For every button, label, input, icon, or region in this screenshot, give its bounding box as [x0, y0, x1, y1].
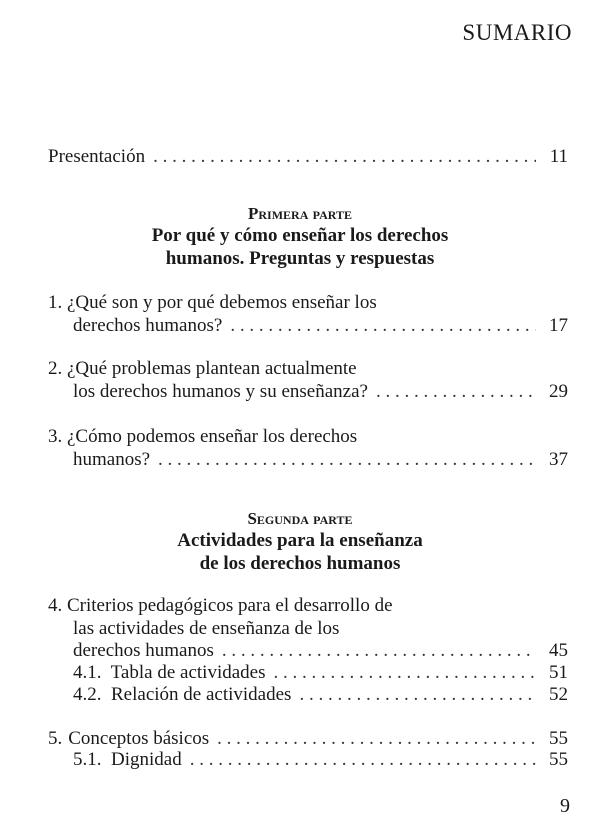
- leader-dots: [230, 315, 536, 337]
- toc-page-number: 45: [549, 640, 568, 661]
- part-heading-2: [0, 509, 600, 575]
- toc-page-number: 55: [549, 728, 568, 749]
- toc-subentry-5-1: [48, 749, 568, 771]
- toc-entry-3: [48, 426, 568, 448]
- toc-entry-text: derechos humanos: [73, 640, 214, 661]
- toc-entry-text: 5.1. Dignidad: [73, 749, 182, 770]
- toc-entry-5: [48, 728, 568, 750]
- leader-dots: [299, 684, 536, 706]
- toc-entry-text: Conceptos básicos: [68, 728, 210, 749]
- chapter-number: 5.: [48, 728, 63, 749]
- toc-entry-4: [48, 595, 568, 617]
- part-label: Segunda parte: [247, 509, 353, 528]
- toc-entry-text: 4.1. Tabla de actividades: [73, 662, 266, 683]
- toc-entry-1: [48, 292, 568, 314]
- toc-entry-text: las actividades de enseñanza de los: [73, 618, 340, 639]
- part-label: Primera parte: [248, 204, 352, 223]
- toc-page-number: 37: [549, 449, 568, 470]
- leader-dots: [273, 662, 536, 684]
- toc-page-number: 51: [549, 662, 568, 683]
- toc-entry-4-line2: [48, 618, 593, 640]
- toc-page-number: 29: [549, 381, 568, 402]
- part-title-line: Por qué y cómo enseñar los derechos: [151, 225, 449, 246]
- toc-entry-4-cont: [48, 640, 568, 662]
- leader-dots: [153, 146, 536, 168]
- leader-dots: [158, 449, 536, 471]
- toc-entry-1-cont: [48, 315, 568, 337]
- chapter-number: 2.: [48, 358, 63, 379]
- toc-entry-text: Criterios pedagógicos para el desarrollo de: [67, 595, 393, 616]
- part-heading-1: [0, 204, 600, 270]
- toc-entry-2: [48, 358, 568, 380]
- toc-page-number: 52: [549, 684, 568, 705]
- toc-page-number: 55: [549, 749, 568, 770]
- leader-dots: [190, 749, 536, 771]
- part-title-line: de los derechos humanos: [199, 553, 401, 574]
- toc-entry-text: humanos?: [73, 449, 151, 470]
- page-title: SUMARIO: [462, 20, 572, 45]
- part-title-line: humanos. Preguntas y respuestas: [165, 248, 435, 269]
- toc-subentry-4-1: [48, 662, 568, 684]
- toc-entry-text: ¿Cómo podemos enseñar los derechos: [67, 426, 358, 447]
- page-number: 9: [560, 795, 570, 817]
- toc-entry-text: Presentación: [48, 146, 146, 167]
- part-title-line: Actividades para la enseñanza: [177, 530, 423, 551]
- chapter-number: 1.: [48, 292, 63, 313]
- toc-entry-text: derechos humanos?: [73, 315, 223, 336]
- chapter-number: 4.: [48, 595, 63, 616]
- toc-page-number: 17: [549, 315, 568, 336]
- toc-subentry-4-2: [48, 684, 568, 706]
- toc-entry-3-cont: [48, 449, 568, 471]
- toc-entry-text: ¿Qué son y por qué debemos enseñar los: [67, 292, 377, 313]
- chapter-number: 3.: [48, 426, 63, 447]
- toc-entry-text: 4.2. Relación de actividades: [73, 684, 292, 705]
- leader-dots: [222, 640, 536, 662]
- leader-dots: [376, 381, 536, 403]
- toc-entry-presentacion: [48, 146, 568, 168]
- toc-entry-text: ¿Qué problemas plantean actualmente: [67, 358, 357, 379]
- leader-dots: [217, 728, 536, 750]
- toc-entry-2-cont: [48, 381, 568, 403]
- toc-entry-text: los derechos humanos y su enseñanza?: [73, 381, 368, 402]
- toc-page-number: 11: [549, 146, 568, 167]
